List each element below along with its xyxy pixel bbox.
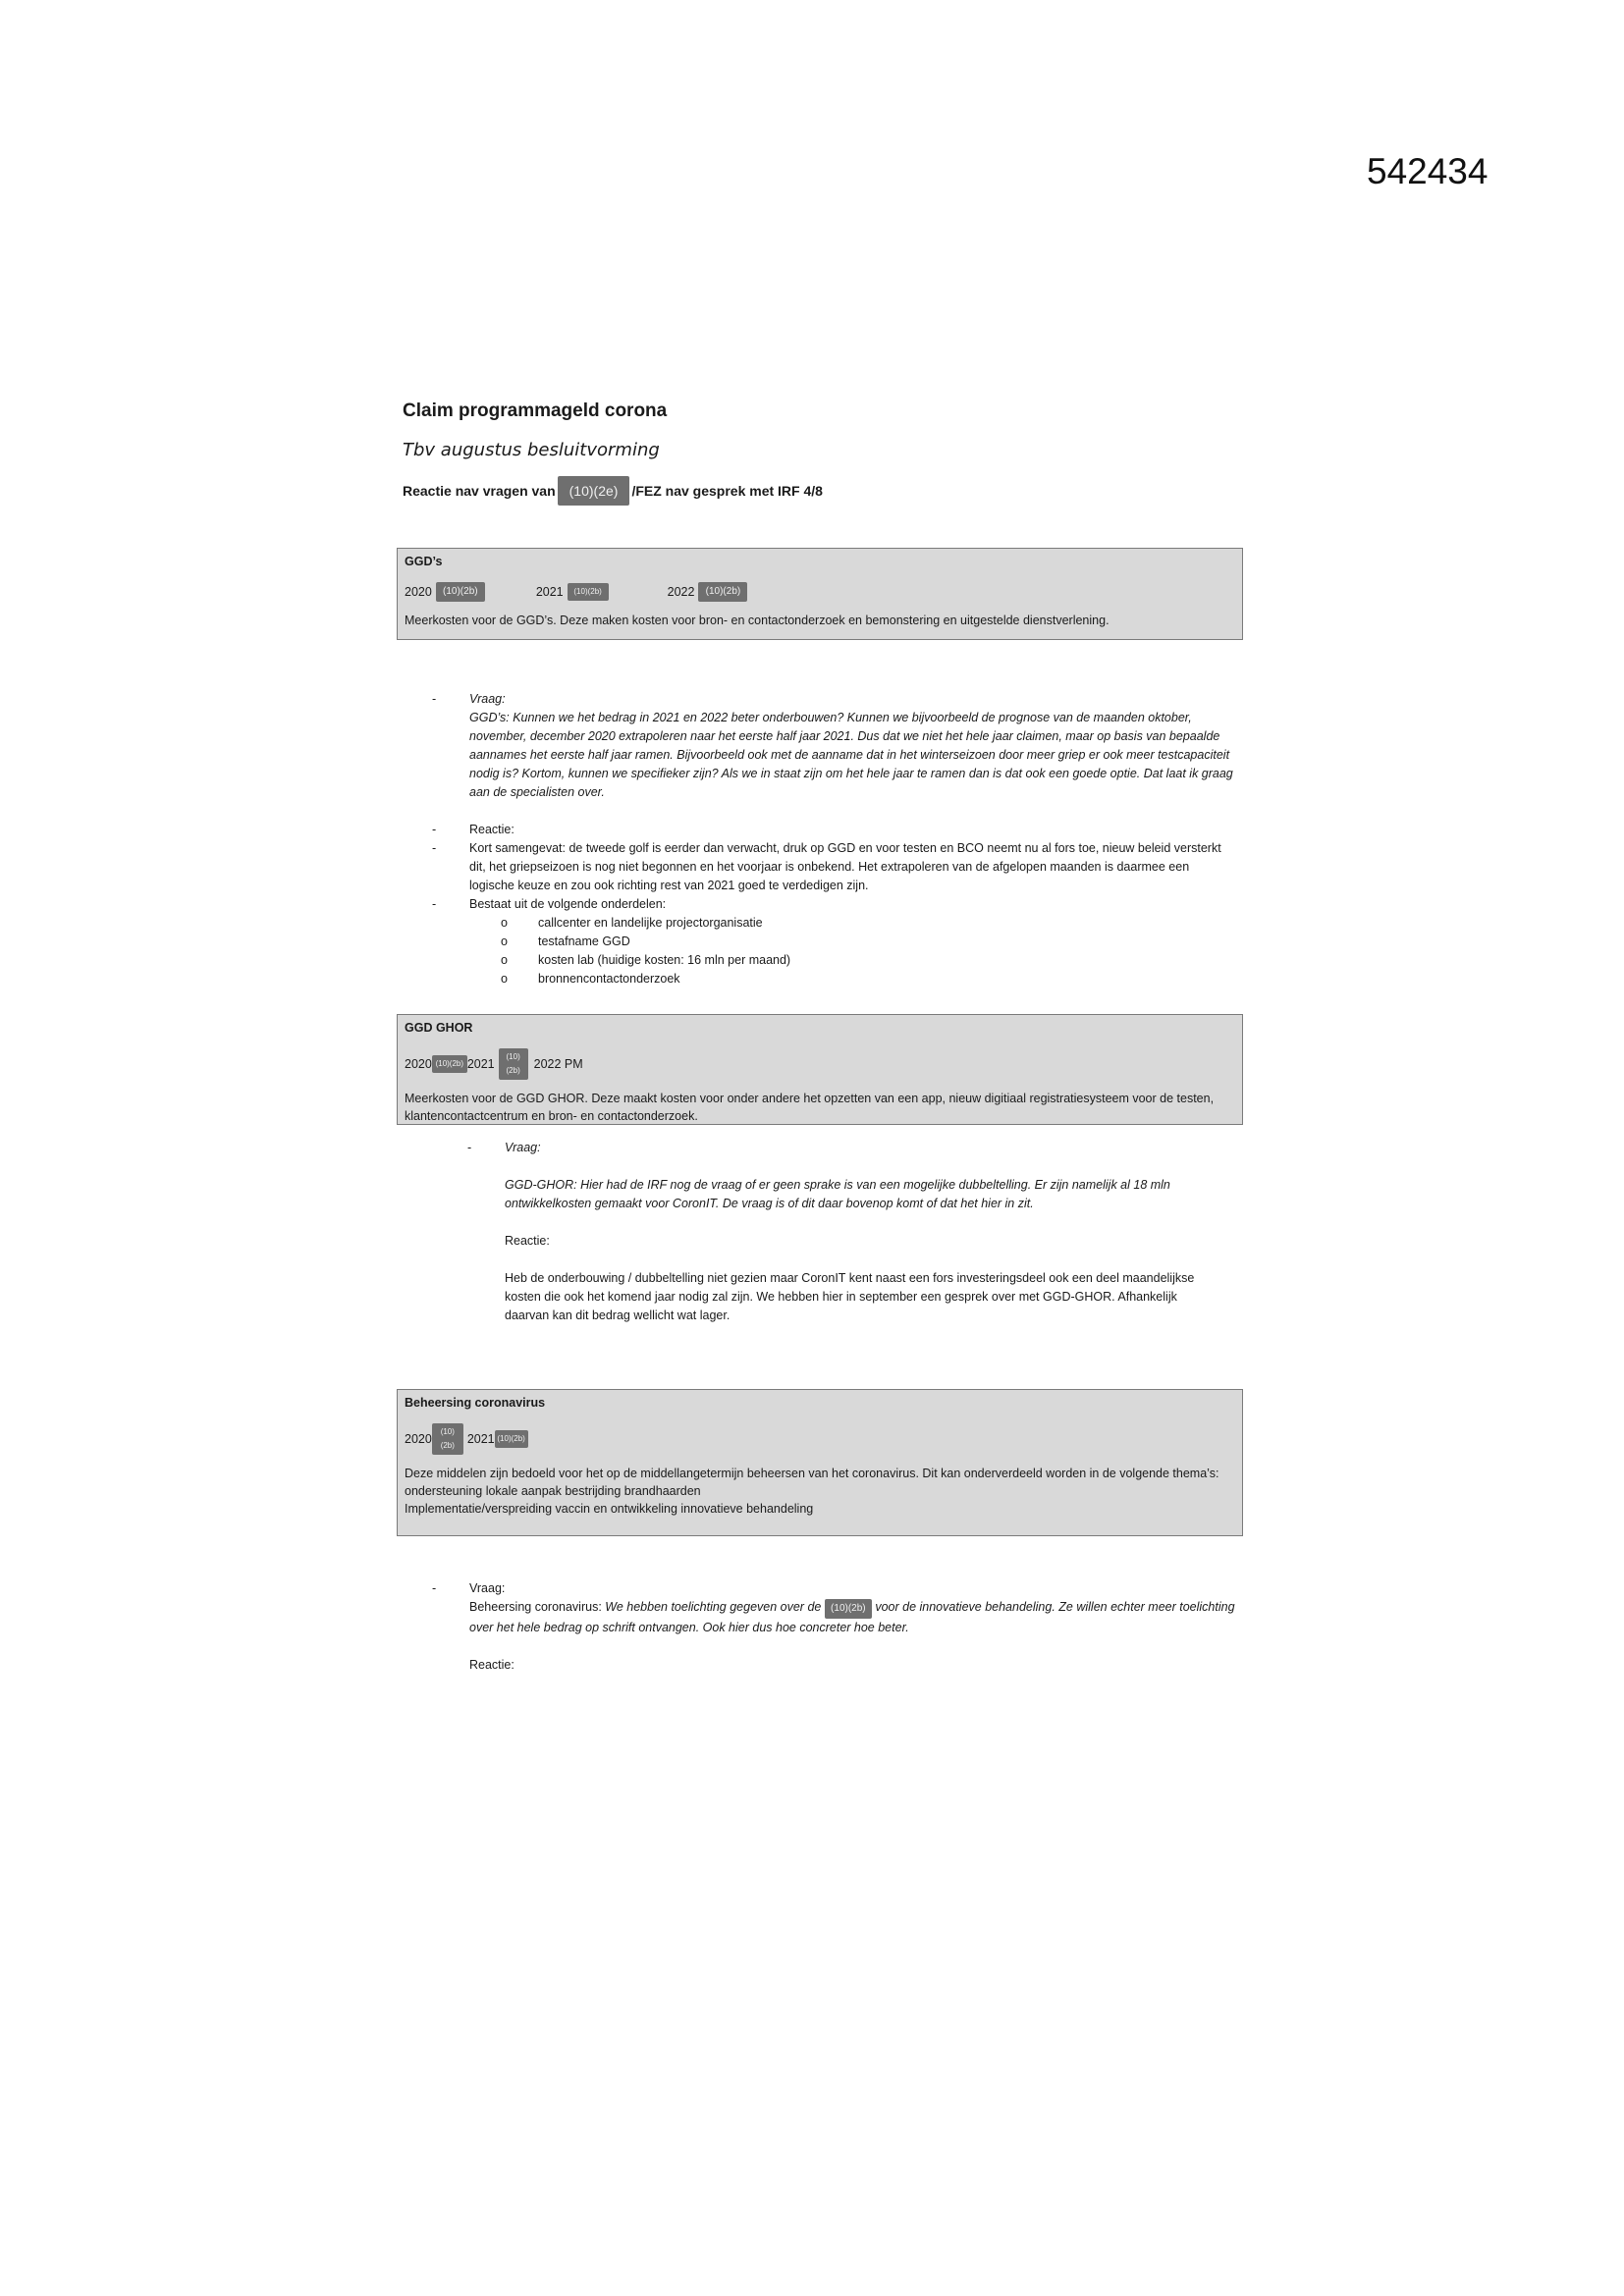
list-item: o kosten lab (huidige kosten: 16 mln per maand) (501, 953, 791, 967)
beheersing-box-title: Beheersing coronavirus (405, 1396, 546, 1410)
ghor-box (397, 1014, 1243, 1125)
redaction-block: (10)(2b) (568, 583, 609, 601)
year-label: 2021 (535, 585, 564, 599)
redaction-block: (10)(2b) (698, 582, 747, 602)
bullet: - (432, 841, 437, 855)
redaction-block: (10)(2b) (499, 1048, 528, 1080)
redaction-block: (10)(2b) (825, 1599, 872, 1619)
redaction-block: (10)(2b) (432, 1423, 463, 1455)
beheersing-box-text: Deze middelen zijn bedoeld voor het op de middellangetermijn beheersen van het coronavirus. Dit kan onderverdeeld worden in de volgende thema’s: (405, 1467, 1219, 1480)
reactie-text: Heb de onderbouwing / dubbeltelling niet gezien maar CoronIT kent naast een fors investeringsdeel ook een deel maandelijkse kosten die ook het komend jaar nodig zal zijn. We hebben hier in september een gesprek over met GGD-GHOR. Afhankelijk daarvan kan dit bedrag wellicht wat lager. (505, 1271, 1195, 1322)
ghor-box-title: GGD GHOR (405, 1021, 473, 1035)
list-item: o callcenter en landelijke projectorganisatie (501, 916, 763, 930)
document-number: 542434 (1367, 151, 1489, 191)
list-item: o bronnencontactonderzoek (501, 972, 680, 986)
year-label: 2021 (466, 1432, 495, 1446)
redaction-block: (10)(2b) (495, 1430, 528, 1448)
page-title: Claim programmageld corona (403, 400, 668, 421)
vraag-label: Vraag: (469, 1581, 506, 1595)
beheersing-qa (432, 1579, 1237, 1675)
vraag-text: Beheersing coronavirus: We hebben toelichting gegeven over de (10)(2b) voor de innovatieve behandeling. Ze willen echter meer toelichting over het hele bedrag op schrift ontvangen. Ook hier dus hoe concreter hoe beter. (469, 1600, 1235, 1634)
year-label: 2022 PM (533, 1057, 583, 1071)
bestaat-text: Bestaat uit de volgende onderdelen: (469, 897, 667, 911)
ggds-box-text: Meerkosten voor de GGD’s. Deze maken kosten voor bron- en contactonderzoek en bemonstering en uitgestelde dienstverlening. (405, 614, 1110, 627)
bullet: - (432, 823, 437, 836)
reaction-line (403, 476, 823, 506)
year-label: 2020 (405, 1432, 432, 1446)
redaction-block: (10)(2e) (558, 476, 630, 506)
redaction-block: (10)(2b) (436, 582, 485, 602)
vraag-label: Vraag: (505, 1141, 541, 1154)
reactie-label: Reactie: (469, 823, 514, 836)
ggds-years-row (405, 582, 1235, 602)
ggds-qa (432, 690, 1237, 988)
reaction-line-before: Reactie nav vragen van (403, 483, 556, 499)
vraag-text: GGD-GHOR: Hier had de IRF nog de vraag of er geen sprake is van een mogelijke dubbeltelling. Er zijn namelijk al 18 mln ontwikkelkosten gemaakt voor CoronIT. De vraag is of dit daar bovenop komt of dat het hier in zit. (505, 1178, 1170, 1210)
list-item: o testafname GGD (501, 934, 630, 948)
page-subtitle: Tbv augustus besluitvorming (403, 440, 660, 460)
bullet: - (432, 1581, 437, 1595)
reactie-label: Reactie: (505, 1234, 550, 1248)
year-label: 2020 (405, 585, 432, 599)
ggds-box (397, 548, 1243, 640)
theme-item: Implementatie/verspreiding vaccin en ontwikkeling innovatieve behandeling (405, 1502, 814, 1516)
reactie-label: Reactie: (469, 1658, 514, 1672)
bullet: - (467, 1141, 472, 1154)
theme-item: ondersteuning lokale aanpak bestrijding brandhaarden (405, 1484, 701, 1498)
vraag-text: GGD’s: Kunnen we het bedrag in 2021 en 2022 beter onderbouwen? Kunnen we bijvoorbeeld de prognose van de maanden oktober, november, december 2020 extrapoleren naar het eerste half jaar 2021. Dus dat we niet het hele jaar claimen, maar op basis van bepaalde aannames het eerste half jaar ramen. Bijvoorbeeld ook met de aanname dat in het winterseizoen door meer griep er ook meer testcapaciteit nodig is? Kortom, kunnen we specifieker zijn? Als we in staat zijn om het hele jaar te ramen dan is dat ook een goede optie. Dat laat ik graag aan de specialisten over. (469, 711, 1233, 799)
beheersing-years-row (405, 1423, 1235, 1455)
ghor-qa (467, 1139, 1223, 1325)
beheersing-box (397, 1389, 1243, 1536)
bullet: - (432, 897, 437, 911)
ghor-years-row (405, 1048, 1235, 1080)
reaction-line-after: /FEZ nav gesprek met IRF 4/8 (631, 483, 823, 499)
bullet: - (432, 692, 437, 706)
year-label: 2022 (667, 585, 695, 599)
ghor-box-text: Meerkosten voor de GGD GHOR. Deze maakt kosten voor onder andere het opzetten van een app, nieuw digitiaal registratiesysteem voor de testen, klantencontactcentrum en bron- en contactonderzoek. (405, 1092, 1215, 1123)
redaction-block: (10)(2b) (432, 1055, 467, 1073)
year-label: 2020 (405, 1057, 432, 1071)
ggds-box-title: GGD’s (405, 555, 443, 568)
year-label: 2021 (466, 1057, 495, 1071)
reactie-text: Kort samengevat: de tweede golf is eerder dan verwacht, druk op GGD en voor testen en BCO neemt nu al fors toe, nieuw beleid versterkt dit, het griepseizoen is nog niet begonnen en het voorjaar is onbekend. Het extrapoleren van de afgelopen maanden is daarmee een logische keuze en zou ook richting rest van 2021 goed te verdedigen zijn. (469, 841, 1221, 892)
vraag-label: Vraag: (469, 692, 506, 706)
onderdelen-list (501, 914, 790, 988)
